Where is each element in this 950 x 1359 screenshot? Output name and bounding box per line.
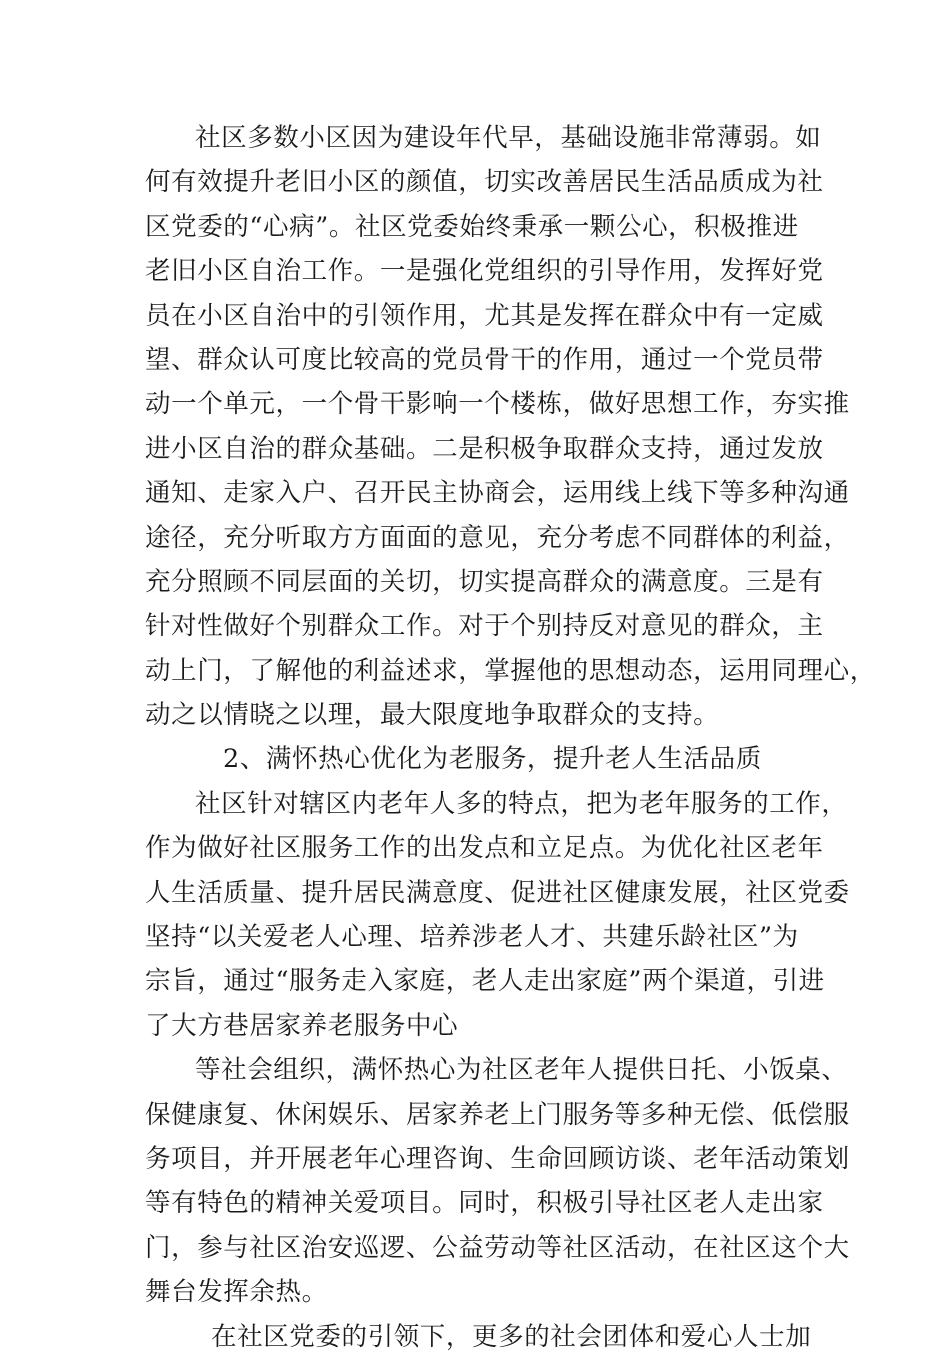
- paragraph-line: 员在小区自治中的引领作用，尤其是发挥在群众中有一定威: [145, 300, 824, 331]
- paragraph-line: 动之以情晓之以理，最大限度地争取群众的支持。: [145, 700, 720, 731]
- paragraph-line: 务项目，并开展老年心理咨询、生命回顾访谈、老年活动策划: [145, 1143, 850, 1174]
- paragraph-line: 社区针对辖区内老年人多的特点，把为老年服务的工作，: [195, 788, 848, 819]
- paragraph-line: 了大方巷居家养老服务中心: [145, 1010, 459, 1041]
- paragraph-line: 动一个单元，一个骨干影响一个楼栋，做好思想工作，夯实推: [145, 389, 850, 420]
- paragraph-line: 门，参与社区治安巡逻、公益劳动等社区活动，在社区这个大: [145, 1232, 850, 1263]
- paragraph-line: 在社区党委的引领下，更多的社会团体和爱心人士加: [211, 1321, 812, 1352]
- paragraph-line: 坚持“以关爱老人心理、培养涉老人才、共建乐龄社区”为: [145, 922, 799, 953]
- paragraph-line: 人生活质量、提升居民满意度、促进社区健康发展，社区党委: [145, 877, 850, 908]
- paragraph-line: 社区多数小区因为建设年代早，基础设施非常薄弱。如: [195, 123, 822, 153]
- document-body: [145, 116, 876, 1359]
- paragraph-line: 等社会组织，满怀热心为社区老年人提供日托、小饭桌、: [195, 1055, 848, 1086]
- paragraph-line: 通知、走家入户、召开民主协商会，运用线上线下等多种沟通: [145, 478, 850, 509]
- paragraph-line: 充分照顾不同层面的关切，切实提高群众的满意度。三是有: [145, 566, 824, 597]
- paragraph-line: 何有效提升老旧小区的颜值，切实改善居民生活品质成为社: [145, 167, 824, 198]
- paragraph-line: 针对性做好个别群众工作。对于个别持反对意见的群众，主: [145, 611, 824, 642]
- paragraph-line: 作为做好社区服务工作的出发点和立足点。为优化社区老年: [145, 833, 824, 864]
- paragraph-line: 途径，充分听取方方面面的意见，充分考虑不同群体的利益，: [145, 522, 850, 553]
- paragraph-line: 进小区自治的群众基础。二是积极争取群众支持，通过发放: [145, 433, 824, 464]
- paragraph-line: 宗旨，通过“服务走入家庭，老人走出家庭”两个渠道，引进: [145, 966, 825, 997]
- paragraph-line: 保健康复、休闲娱乐、居家养老上门服务等多种无偿、低偿服: [145, 1099, 850, 1130]
- section-heading: 2、满怀热心优化为老服务，提升老人生活品质: [223, 744, 762, 775]
- paragraph-line: 老旧小区自治工作。一是强化党组织的引导作用，发挥好党: [145, 256, 824, 287]
- paragraph-line: 区党委的“心病”。社区党委始终秉承一颗公心，积极推进: [145, 211, 799, 242]
- paragraph-line: 望、群众认可度比较高的党员骨干的作用，通过一个党员带: [145, 344, 824, 375]
- paragraph-line: 动上门，了解他的利益述求，掌握他的思想动态，运用同理心，: [145, 655, 876, 686]
- paragraph-line: 舞台发挥余热。: [145, 1277, 328, 1308]
- paragraph-line: 等有特色的精神关爱项目。同时，积极引导社区老人走出家: [145, 1188, 824, 1219]
